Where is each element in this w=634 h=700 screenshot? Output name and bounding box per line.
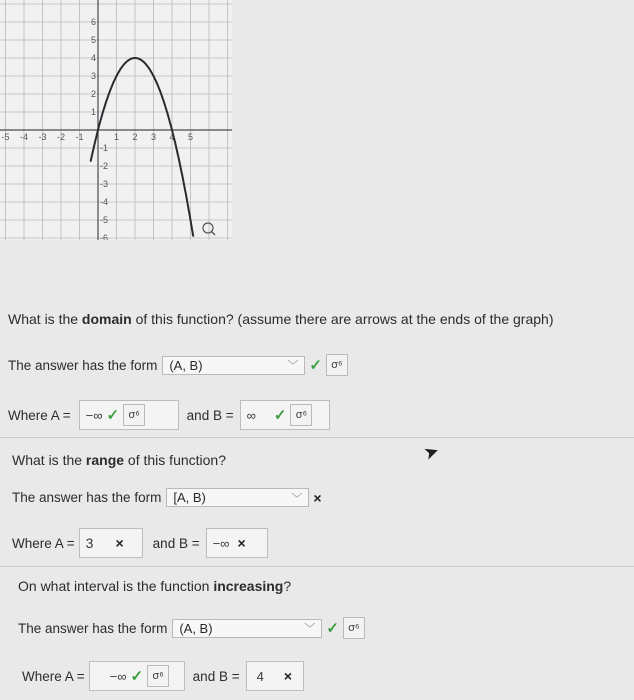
x-tick-label: 5 — [187, 132, 194, 142]
question-text: What is the — [8, 311, 82, 327]
cross-icon: × — [237, 535, 246, 551]
range-b-input[interactable] — [206, 528, 268, 558]
chevron-down-icon: ﹀ — [291, 492, 303, 505]
domain-form-row — [8, 354, 348, 376]
x-tick-label: 1 — [113, 132, 120, 142]
y-tick-label: -4 — [100, 197, 109, 207]
math-keypad-button[interactable]: σ⁶ — [290, 404, 312, 426]
increasing-a-input[interactable] — [89, 661, 185, 691]
input-value: ∞ — [246, 407, 256, 423]
y-tick-label: -1 — [100, 143, 109, 153]
checkmark-icon: ✓ — [309, 357, 322, 374]
question-keyword: domain — [81, 311, 132, 327]
cross-icon: × — [283, 668, 293, 684]
math-keypad-button[interactable]: σ⁶ — [147, 665, 169, 687]
input-value: 4 — [256, 668, 264, 684]
question-text: ? — [283, 578, 292, 594]
question-text: of this function? — [124, 452, 226, 468]
math-keypad-button[interactable]: σ⁶ — [343, 617, 365, 639]
increasing-ab-row — [22, 661, 304, 691]
where-a-label: Where A = — [22, 668, 85, 684]
x-tick-label: -4 — [19, 132, 29, 142]
input-value: 3 — [85, 535, 94, 551]
y-tick-label: -6 — [100, 233, 109, 240]
and-b-label: and B = — [192, 668, 240, 684]
input-value: −∞ — [212, 535, 230, 551]
select-value: [A, B) — [173, 490, 206, 505]
increasing-b-input[interactable] — [246, 661, 304, 691]
x-tick-label: -2 — [56, 132, 66, 142]
divider — [0, 566, 634, 567]
range-ab-row — [12, 528, 268, 558]
y-tick-label: 3 — [90, 71, 96, 81]
question-keyword: increasing — [213, 578, 284, 594]
checkmark-icon: ✓ — [326, 620, 339, 637]
where-a-label: Where A = — [12, 535, 75, 551]
domain-b-input[interactable] — [240, 400, 330, 430]
range-question — [12, 452, 226, 468]
y-tick-label: 4 — [90, 53, 96, 63]
y-tick-label: 2 — [90, 89, 96, 99]
y-tick-label: -2 — [100, 161, 109, 171]
range-form-row — [12, 488, 322, 507]
form-label: The answer has the form — [12, 490, 162, 505]
y-tick-label: 5 — [90, 35, 96, 45]
increasing-form-row — [18, 617, 365, 639]
mouse-cursor-icon: ➤ — [420, 440, 442, 465]
question-text: On what interval is the function — [18, 578, 214, 594]
range-a-input[interactable] — [79, 528, 143, 558]
cross-icon: × — [115, 535, 124, 551]
input-value: −∞ — [109, 668, 127, 684]
checkmark-icon: ✓ — [130, 668, 144, 685]
form-label: The answer has the form — [18, 620, 168, 636]
math-keypad-button[interactable]: σ⁶ — [326, 354, 348, 376]
question-keyword: range — [85, 452, 125, 468]
select-value: (A, B) — [169, 357, 203, 373]
y-tick-label: 1 — [90, 107, 96, 117]
and-b-label: and B = — [152, 535, 200, 551]
graph-svg — [0, 0, 232, 240]
and-b-label: and B = — [186, 407, 234, 423]
x-tick-label: -5 — [1, 132, 10, 142]
x-tick-label: 3 — [150, 132, 157, 142]
cross-icon: × — [313, 489, 322, 506]
y-tick-label: 6 — [90, 17, 96, 27]
where-a-label: Where A = — [8, 407, 71, 423]
form-label: The answer has the form — [8, 357, 158, 373]
domain-form-select[interactable] — [162, 356, 305, 375]
x-tick-label: 4 — [169, 132, 175, 142]
input-value: −∞ — [85, 407, 103, 423]
function-graph — [0, 0, 232, 240]
increasing-form-select[interactable] — [172, 619, 322, 638]
y-tick-label: -3 — [100, 179, 109, 189]
select-value: (A, B) — [179, 620, 213, 636]
increasing-question — [18, 578, 291, 594]
checkmark-icon: ✓ — [273, 407, 287, 424]
question-text: of this function? (assume there are arrows at the ends of the graph) — [131, 311, 554, 327]
x-tick-label: -1 — [75, 132, 84, 142]
domain-a-input[interactable] — [79, 400, 179, 430]
domain-question — [8, 311, 554, 327]
y-tick-label: -5 — [100, 215, 109, 225]
chevron-down-icon: ﹀ — [287, 360, 299, 372]
x-tick-label: -3 — [38, 132, 47, 142]
question-text: What is the — [12, 452, 86, 468]
divider — [0, 437, 634, 438]
math-keypad-button[interactable]: σ⁶ — [123, 404, 145, 426]
domain-ab-row — [8, 400, 330, 430]
checkmark-icon: ✓ — [106, 407, 120, 424]
x-tick-label: 2 — [132, 132, 138, 142]
chevron-down-icon: ﹀ — [304, 623, 316, 635]
range-form-select[interactable] — [166, 488, 309, 507]
